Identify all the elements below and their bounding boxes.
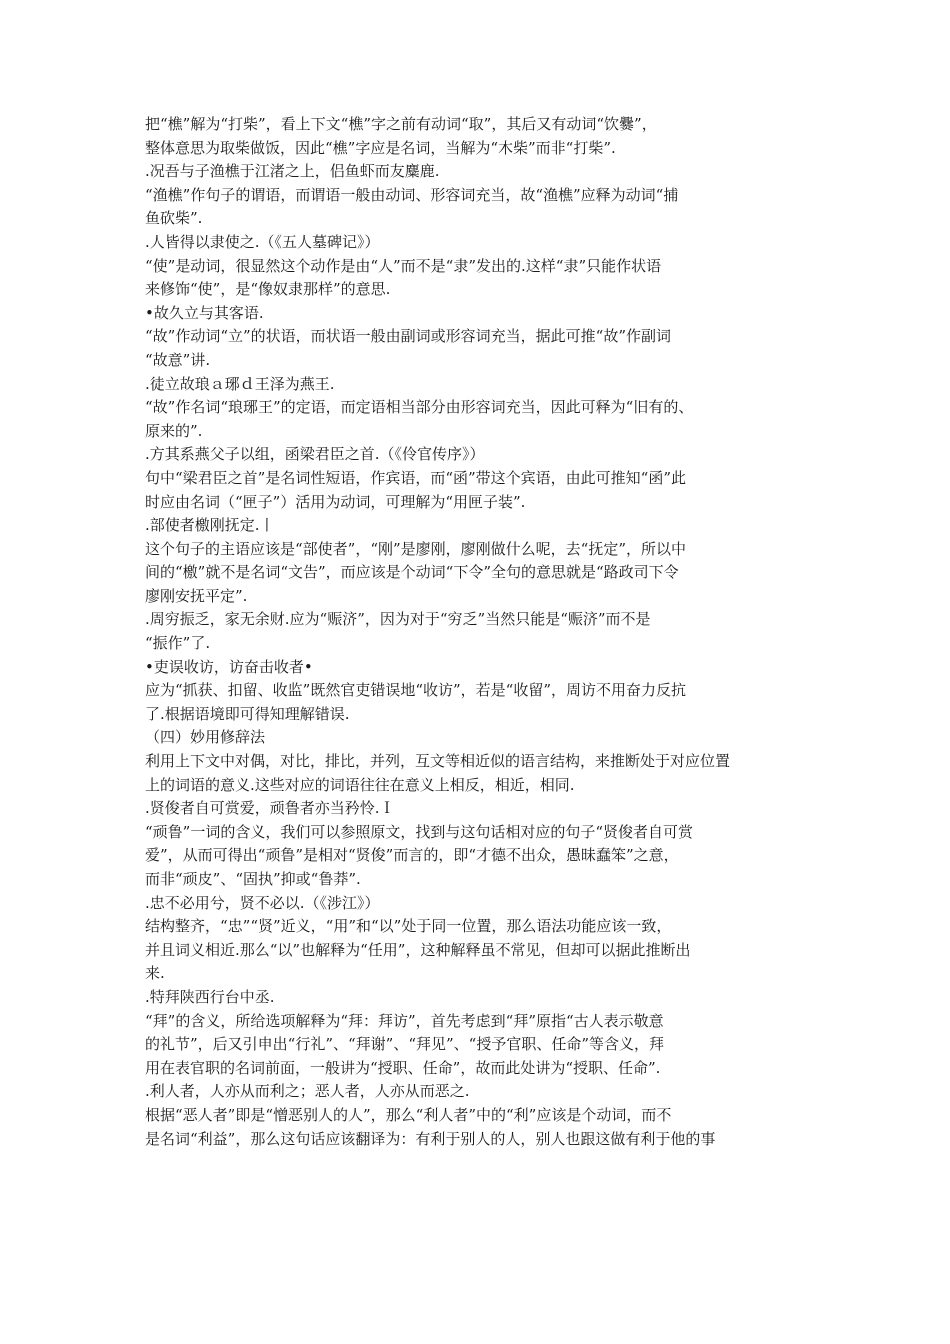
text-line: .利人者，人亦从而利之；恶人者，人亦从而恶之. xyxy=(145,1082,470,1101)
text-line: “故”作动词“立”的状语，而状语一般由副词或形容词充当，据此可推“故”作副词 xyxy=(145,327,672,346)
text-line: .方其系燕父子以组，函梁君臣之首.（《伶官传序》） xyxy=(145,445,485,464)
text-line: 爱”，从而可得出“顽鲁”是相对“贤俊”而言的，即“才德不出众，愚昧蠢笨”之意， xyxy=(145,846,679,865)
text-line: .特拜陕西行台中丞. xyxy=(145,987,275,1006)
text-line: .贤俊者自可赏爱，顽鲁者亦当矜怜.Ｉ xyxy=(145,799,395,818)
text-line: （四）妙用修辞法 xyxy=(145,728,266,747)
text-line: 廖刚安抚平定”. xyxy=(145,586,248,605)
text-line: “振作”了. xyxy=(145,634,211,653)
text-line: 用在表官职的名词前面，一般讲为“授职、任命”，故而此处讲为“授职、任命”. xyxy=(145,1058,661,1077)
text-line: .忠不必用兮，贤不必以.（《涉江》） xyxy=(145,893,380,912)
text-line: 间的“檄”就不是名词“文告”，而应该是个动词“下令”全句的意思就是“路政司下令 xyxy=(145,563,679,582)
text-line: •故久立与其客语. xyxy=(145,303,264,322)
text-line: 而非“顽皮”、“固执”抑或“鲁莽”. xyxy=(145,870,361,888)
text-line: •吏误收访，访奋击收者• xyxy=(145,657,313,676)
text-line: “顽鲁”一词的含义，我们可以参照原文，找到与这句话相对应的句子“贤俊者自可赏 xyxy=(145,822,694,841)
text-line: 时应由名词（“匣子”）活用为动词，可理解为“用匣子装”. xyxy=(145,492,526,511)
text-line: 这个句子的主语应该是“部使者”，“刚”是廖刚，廖刚做什么呢，去“抚定”，所以中 xyxy=(145,539,687,558)
text-line: .周穷振乏，家无余财.应为“赈济”，因为对于“穷乏”当然只能是“赈济”而不是 xyxy=(145,610,651,629)
text-line: .部使者檄刚抚定.丨 xyxy=(145,516,275,535)
text-line: “拜”的含义，所给选项解释为“拜：拜访”，首先考虑到“拜”原指“古人表示敬意 xyxy=(145,1011,664,1030)
text-line: .人皆得以隶使之.（《五人墓碑记》） xyxy=(145,232,380,251)
text-line: “使”是动词，很显然这个动作是由“人”而不是“隶”发出的.这样“隶”只能作状语 xyxy=(145,256,662,275)
text-line: .况吾与子渔樵于江渚之上，侣鱼虾而友麋鹿. xyxy=(145,162,440,181)
text-line: 应为“抓获、扣留、收监”既然官吏错误地“收访”，若是“收留”，周访不用奋力反抗 xyxy=(145,681,687,700)
text-line: 整体意思为取柴做饭，因此“樵”字应是名词，当解为“木柴”而非“打柴”. xyxy=(145,138,616,157)
text-line: 鱼砍柴”. xyxy=(145,209,203,228)
text-line: 来修饰“使”，是“像奴隶那样”的意思. xyxy=(145,280,391,299)
text-line: 来. xyxy=(145,964,165,983)
text-line: “故”作名词“琅琊王”的定语，而定语相当部分由形容词充当，因此可释为“旧有的、 xyxy=(145,398,694,417)
text-line: 了.根据语境即可得知理解错误. xyxy=(145,704,350,723)
text-line: 结构整齐，“忠”“贤”近义，“用”和“以”处于同一位置，那么语法功能应该一致， xyxy=(145,917,672,936)
text-line: “渔樵”作句子的谓语，而谓语一般由动词、形容词充当，故“渔樵”应释为动词“捕 xyxy=(145,185,679,204)
text-line: 并且词义相近.那么“以”也解释为“任用”，这种解释虽不常见，但却可以据此推断出 xyxy=(145,940,691,959)
text-line: 句中“梁君臣之首”是名词性短语，作宾语，而“函”带这个宾语，由此可推知“函”此 xyxy=(145,468,687,487)
text-line: “故意”讲. xyxy=(145,350,211,369)
document-body xyxy=(145,113,825,1151)
text-line: 的礼节”，后又引申出“行礼”、“拜谢”、“拜见”、“授予官职、任命”等含义，拜 xyxy=(145,1035,665,1054)
text-line: 是名词“利益”，那么这句话应该翻译为：有利于别人的人，别人也跟这做有利于他的事 xyxy=(145,1129,716,1148)
text-line: 根据“恶人者”即是“憎恶别人的人”，那么“利人者”中的“利”应该是个动词，而不 xyxy=(145,1105,672,1124)
text-line: .徒立故琅ａ琊ｄ王泽为燕王. xyxy=(145,374,335,393)
text-line: 把“樵”解为“打柴”，看上下文“樵”字之前有动词“取”，其后又有动词“饮爨”， xyxy=(145,115,657,133)
text-line: 利用上下文中对偶，对比，排比，并列，互文等相近似的语言结构，来推断处于对应位置 xyxy=(145,752,731,771)
text-line: 原来的”. xyxy=(145,421,203,440)
text-line: 上的词语的意义.这些对应的词语往往在意义上相反，相近，相同. xyxy=(145,775,575,794)
